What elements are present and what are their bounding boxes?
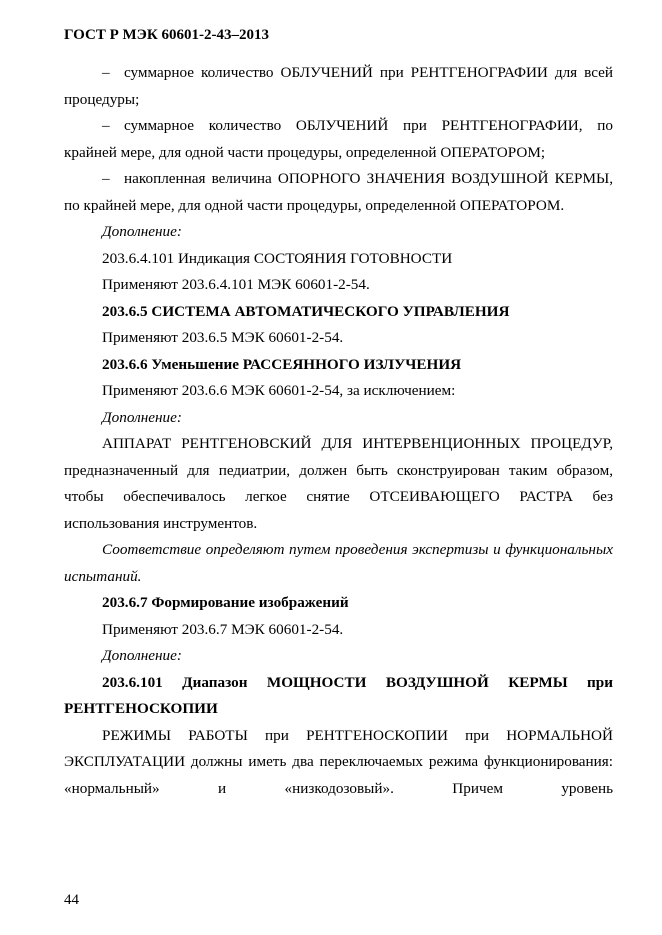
dash-marker: – (102, 170, 110, 187)
list-item (64, 60, 613, 113)
paragraph: Применяют 203.6.4.101 МЭК 60601-2-54. (102, 276, 370, 293)
document-body (64, 60, 613, 802)
paragraph: Применяют 203.6.5 МЭК 60601-2-54. (102, 329, 344, 346)
section-heading: 203.6.6 Уменьшение РАССЕЯННОГО ИЗЛУЧЕНИЯ (102, 355, 462, 373)
list-item-text: накопленная величина ОПОРНОГО ЗНАЧЕНИЯ ВОЗДУШНОЙ КЕРМЫ, по крайней мере, для одной части процедуры, определенной ОПЕРАТОРОМ. (64, 170, 613, 214)
section-heading: 203.6.5 СИСТЕМА АВТОМАТИЧЕСКОГО УПРАВЛЕНИЯ (102, 302, 510, 320)
list-item (64, 166, 613, 219)
page-number: 44 (64, 892, 79, 908)
list-item-text: суммарное количество ОБЛУЧЕНИЙ при РЕНТГЕНОГРАФИИ, по крайней мере, для одной части процедуры, определенной ОПЕРАТОРОМ; (64, 117, 613, 161)
dash-marker: – (102, 117, 110, 134)
compliance-note: Соответствие определяют путем проведения экспертизы и функциональных испытаний. (64, 541, 613, 585)
addition-label: Дополнение: (102, 647, 182, 664)
paragraph: Применяют 203.6.6 МЭК 60601-2-54, за исключением: (102, 382, 456, 399)
list-item-text: суммарное количество ОБЛУЧЕНИЙ при РЕНТГЕНОГРАФИИ для всей процедуры; (64, 64, 613, 108)
addition-label: Дополнение: (102, 223, 182, 240)
dash-marker: – (102, 64, 110, 81)
list-item (64, 113, 613, 166)
section-heading: 203.6.7 Формирование изображений (102, 594, 349, 611)
paragraph: 203.6.4.101 Индикация СОСТОЯНИЯ ГОТОВНОСТИ (102, 249, 453, 267)
section-heading: 203.6.101 Диапазон МОЩНОСТИ ВОЗДУШНОЙ КЕРМЫ при РЕНТГЕНОСКОПИИ (64, 673, 613, 717)
paragraph: РЕЖИМЫ РАБОТЫ при РЕНТГЕНОСКОПИИ при НОРМАЛЬНОЙ ЭКСПЛУАТАЦИИ должны иметь два переключаемых режима функционирования: «нормальный» и «низкодозовый». Причем уровень (64, 726, 613, 797)
paragraph: Применяют 203.6.7 МЭК 60601-2-54. (102, 620, 344, 638)
paragraph: АППАРАТ РЕНТГЕНОВСКИЙ ДЛЯ ИНТЕРВЕНЦИОННЫХ ПРОЦЕДУР, предназначенный для педиатрии, должен быть сконструирован таким образом, чтобы обеспечивалось легкое снятие ОТСЕИВАЮЩЕГО РАСТРА без использования инструментов. (64, 435, 613, 532)
addition-label: Дополнение: (102, 408, 182, 426)
document-header: ГОСТ Р МЭК 60601-2-43–2013 (64, 27, 269, 43)
